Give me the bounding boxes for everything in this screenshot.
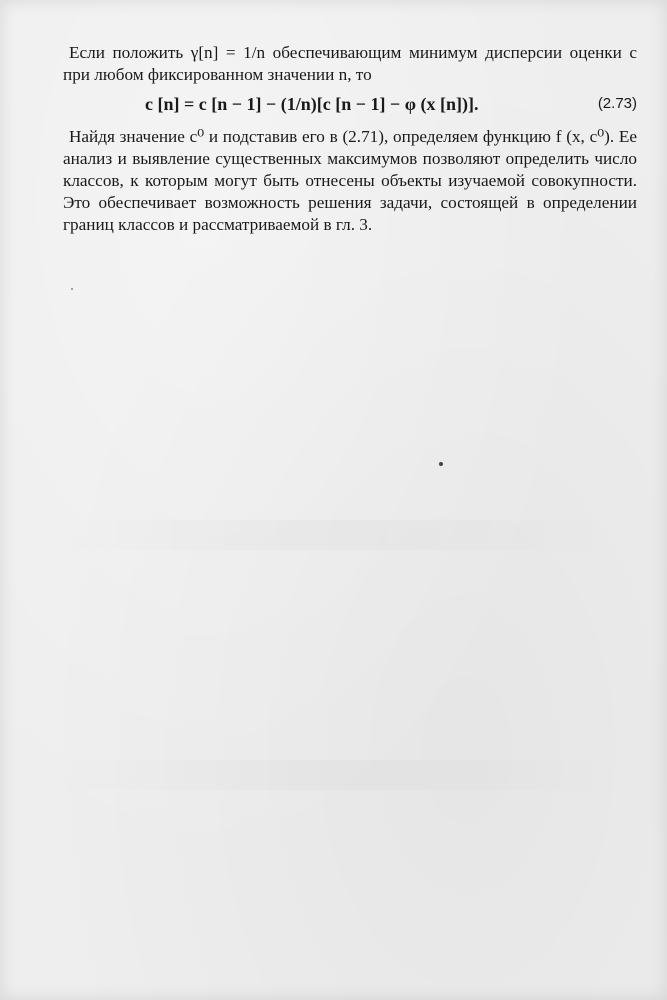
equation-number: (2.73) — [597, 95, 637, 112]
paragraph-main — [63, 126, 637, 236]
paragraph-text: Если положить γ[n] = 1/n обеспечивающим минимум дисперсии оценки c при любом фиксированном значении n, то — [63, 43, 637, 84]
scan-speck — [71, 288, 73, 290]
scan-speck — [439, 462, 443, 466]
scan-band — [40, 520, 627, 550]
paragraph-intro — [63, 42, 637, 86]
scan-band — [40, 760, 627, 790]
equation-formula: c [n] = c [n − 1] − (1/n)[c [n − 1] − φ (x [n])]. — [145, 94, 479, 114]
paragraph-text: Найдя значение c⁰ и подставив его в (2.71), определяем функцию f (x, c⁰). Ее анализ и выявление существенных максимумов позволяют определить число классов, к которым могут быть отнесены объекты изучаемой совокупности. Это обеспечивает возможность решения задачи, состоящей в определении границ классов и рассматриваемой в гл. 3. — [63, 127, 637, 234]
equation-line — [63, 92, 637, 116]
